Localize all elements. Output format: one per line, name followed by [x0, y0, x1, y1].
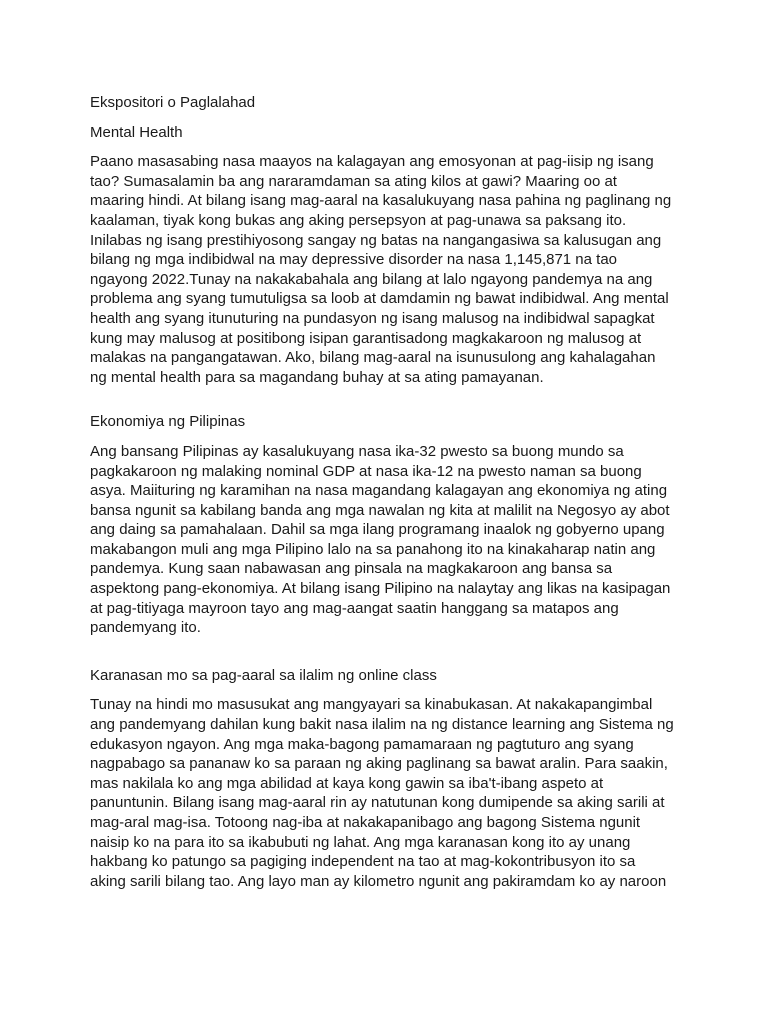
document-title: Ekspositori o Paglalahad: [90, 94, 256, 111]
section-spacer: [90, 638, 690, 666]
paragraph-line: Paano masasabing nasa maayos na kalagayan ang emosyonan at pag-iisip ng isang: [90, 153, 654, 171]
paragraph-line: Ang bansang Pilipinas ay kasalukuyang nasa ika-32 pwesto sa buong mundo sa: [90, 442, 624, 460]
paragraph-line: maaring hindi. At bilang isang mag-aaral na kasalukuyang nasa pahina ng paglinang ng: [90, 192, 672, 210]
section-mental-health: [90, 123, 690, 388]
paragraph-line: problema ang syang tumutuligsa sa loob at damdamin ng bawat indibidwal. Ang mental: [90, 290, 669, 308]
paragraph-line: Inilabas ng isang prestihiyosong sangay ng batas na nangangasiwa sa kalusugan ang: [90, 231, 662, 249]
paragraph-line: mag-aral mag-isa. Totoong nag-iba at nakakapanibago ang bagong Sistema ngunit: [90, 814, 641, 831]
paragraph-line: ng mental health para sa magandang buhay at sa ating pamayanan.: [90, 368, 544, 386]
paragraph-line: asya. Maiituring ng karamihan na nasa magandang kalagayan ang ekonomiya ng ating: [90, 482, 668, 500]
paragraph-line: nagpabago sa pananaw ko sa paraan ng aking paglinang sa bawat aralin. Para saakin,: [90, 755, 668, 773]
section-spacer: [90, 387, 690, 412]
paragraph-line: bilang ng mga indibidwal na may depressive disorder na nasa 1,145,871 na tao: [90, 251, 618, 269]
paragraph-line: tao? Sumasalamin ba ang nararamdaman sa ating kilos at gawi? Maaring oo at: [90, 172, 617, 190]
paragraph-line: at pag-titiyaga mayroon tayo ang mag-aangat saatin hanggang sa matapos ang: [90, 599, 619, 617]
paragraph-line: ang daing sa pamahalaan. Dahil sa mga ilang programang inaalok ng gobyerno upang: [90, 521, 665, 539]
paragraph-line: bansa ngunit sa kabilang banda ang mga nawalan ng kita at malilit na Negosyo ay abot: [90, 501, 670, 519]
paragraph-line: pandemya. Kung saan nabawasan ang pinsala na magkakaroon ang bansa sa: [90, 560, 613, 578]
paragraph-line: kung may malusog at positibong isipan garantisadong magkakaroon ng malusog at: [90, 329, 642, 347]
section-paragraph: [90, 442, 690, 638]
paragraph-line: kaalaman, tiyak kong bukas ang aking persepsyon at pag-unawa sa paksang ito.: [90, 211, 627, 229]
paragraph-line: pandemyang ito.: [90, 619, 201, 637]
section-heading: Mental Health: [90, 123, 183, 141]
paragraph-line: edukasyon ngayon. Ang mga maka-bagong pamamaraan ng pagtuturo ang syang: [90, 735, 634, 753]
paragraph-line: Tunay na hindi mo masusukat ang mangyayari sa kinabukasan. At nakakapangimbal: [90, 696, 653, 714]
section-heading: Karanasan mo sa pag-aaral sa ilalim ng online class: [90, 666, 437, 684]
paragraph-line: pagkakaroon ng malaking nominal GDP at nasa ika-12 na pwesto naman sa buong: [90, 462, 642, 480]
paragraph-line: aking sarili bilang tao. Ang layo man ay kilometro ngunit ang pakiramdam ko ay naroon: [90, 872, 667, 890]
paragraph-line: makabangon muli ang mga Pilipino lalo na sa panahong ito na kinakaharap natin ang: [90, 540, 656, 558]
paragraph-line: hakbang ko patungo sa pagiging independent na tao at mag-kokontribusyon ito sa: [90, 853, 636, 871]
paragraph-line: mas nakilala ko ang mga abilidad at kaya kong gawin sa iba't-ibang aspeto at: [90, 774, 604, 792]
paragraph-line: panuntunin. Bilang isang mag-aaral rin ay natutunan kong dumipende sa aking sarili at: [90, 794, 665, 812]
paragraph-line: malakas na pangangatawan. Ako, bilang mag-aaral na isunusulong ang kahalagahan: [90, 349, 656, 367]
section-paragraph: [90, 695, 690, 891]
document-content: [90, 93, 690, 891]
paragraph-line: naisip ko na para ito sa ikabubuti ng lahat. Ang mga karanasan kong ito ay unang: [90, 833, 631, 851]
section-heading: Ekonomiya ng Pilipinas: [90, 413, 246, 431]
section-ekonomiya: [90, 412, 690, 638]
paragraph-line: aspektong pang-ekonomiya. At bilang isang Pilipino na nalaytay ang likas na kasipagan: [90, 580, 671, 598]
section-paragraph: [90, 152, 690, 387]
paragraph-line: ngayong 2022.Tunay na nakakabahala ang bilang at lalo ngayong pandemya na ang: [90, 270, 653, 288]
section-online-class: [90, 666, 690, 892]
paragraph-line: health ang syang itunuturing na pundasyon ng isang malusog na indibidwal sapagkat: [90, 309, 655, 327]
paragraph-line: ang pandemyang dahilan kung bakit nasa ilalim na ng distance learning ang Sistema ng: [90, 716, 674, 734]
